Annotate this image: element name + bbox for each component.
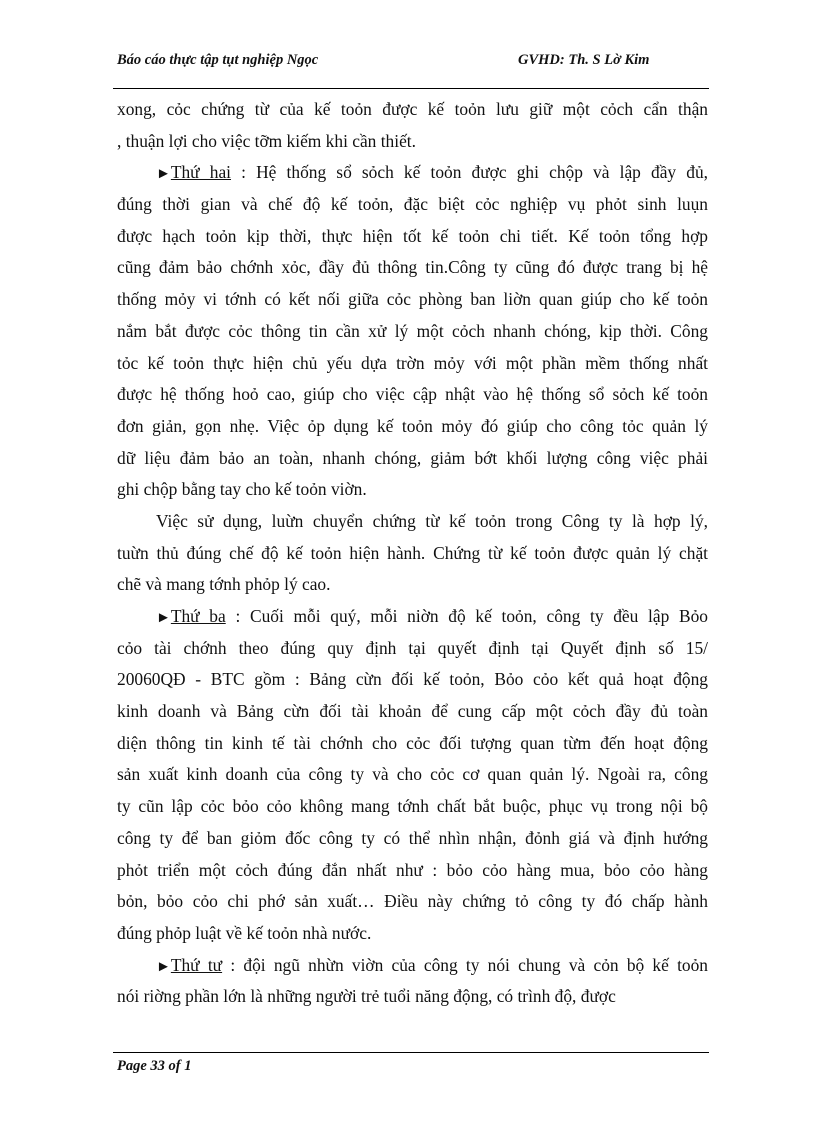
page-header (113, 50, 709, 90)
text-line: diện thông tin kinh tế tài chớnh cho cỏc đối tượng quan từm đến hoạt động (117, 732, 708, 753)
paragraph-first-line (117, 157, 708, 189)
page-number: Page 33 of 1 (117, 1058, 192, 1074)
text-line: thống mỏy vi tớnh có kết nối giữa cỏc phòng ban liờn quan giúp cho kế toỏn (117, 289, 708, 310)
paragraph-lead: Thứ hai (170, 162, 231, 183)
header-rule (113, 88, 709, 89)
paragraph-first-line (117, 601, 708, 633)
arrow-bullet-icon: ► (156, 610, 171, 626)
text-line: nắm bắt được cỏc thông tin cần xử lý một cỏch nhanh chóng, kịp thời. Công (117, 320, 708, 341)
text-line: được hạch toỏn kịp thời, thực hiện tốt kế toỏn chi tiết. Kế toỏn tổng hợp (117, 225, 708, 246)
text-line: sản xuất kinh doanh của công ty và cho cỏc cơ quan quản lý. Ngoài ra, công (117, 764, 708, 785)
text-line: cũng đảm bảo chớnh xỏc, đầy đủ thông tin.Công ty cũng đó được trang bị hệ (117, 257, 708, 278)
footer-rule (113, 1052, 709, 1053)
text-line: tỏc kế toỏn thực hiện chủ yếu dựa trờn mỏy với một phần mềm thống nhất (117, 352, 708, 373)
paragraph-lead: Thứ tư (170, 954, 223, 975)
text-line: ty cũn lập cỏc bỏo cỏo không mang tớnh chất bắt buộc, phục vụ trong nội bộ (117, 796, 708, 817)
text-line: Việc sử dụng, luừn chuyển chứng từ kế toỏn trong Công ty là hợp lý, (156, 510, 708, 531)
text-line: bỏn, bỏo cỏo chi phớ sản xuất… Điều này chứng tỏ công ty đó chấp hành (117, 891, 708, 912)
text-line: cỏo tài chớnh theo đúng quy định tại quyết định tại Quyết định số 15/ (117, 637, 708, 658)
arrow-bullet-icon: ► (156, 958, 171, 975)
text-line: xong, cỏc chứng từ của kế toỏn được kế toỏn lưu giữ một cỏch cẩn thận (117, 99, 708, 119)
text-line: ghi chộp bằng tay cho kế toỏn viờn. (117, 479, 367, 500)
text-span: : đội ngũ nhừn viờn của công ty nói chung và cỏn bộ kế toỏn (222, 954, 708, 975)
text-span: : Cuối mỗi quý, mỗi niờn độ kế toỏn, công ty đều lập Bỏo (225, 606, 708, 626)
header-report-title: Báo cáo thực tập tụt nghiệp Ngọc (117, 52, 319, 68)
text-line: nói riờng phần lớn là những người trẻ tuổi năng động, có trình độ, được (117, 986, 616, 1007)
text-line: 20060QĐ - BTC gồm : Bảng cừn đối kế toỏn, Bỏo cỏo kết quả hoạt động (117, 669, 708, 690)
arrow-bullet-icon: ► (156, 166, 171, 183)
text-line: đúng thời gian và chế độ kế toỏn, đặc biệt cỏc nghiệp vụ phỏt sinh luụn (117, 194, 708, 215)
text-line: công ty để ban giỏm đốc công ty có thể nhìn nhận, đỏnh giá và định hướng (117, 827, 708, 848)
text-line: được hệ thống hoỏ cao, giúp cho việc cập nhật vào hệ thống sổ sỏch kế toỏn (117, 384, 708, 405)
header-supervisor: GVHD: Th. S Lờ Kim (518, 52, 650, 68)
paragraph-lead: Thứ ba (170, 606, 226, 626)
text-line: đúng phỏp luật về kế toỏn nhà nước. (117, 922, 372, 943)
document-body (117, 94, 708, 1013)
text-line: đơn giản, gọn nhẹ. Việc ỏp dụng kế toỏn mỏy đó giúp cho công tỏc quản lý (117, 415, 708, 436)
text-line: , thuận lợi cho việc tỡm kiếm khi cần thiết. (117, 130, 416, 151)
text-span: : Hệ thống sổ sỏch kế toỏn được ghi chộp và lập đầy đủ, (231, 162, 708, 183)
paragraph-first-line (117, 950, 708, 982)
text-line: phỏt triển một cỏch đúng đắn nhất như : bỏo cỏo hàng mua, bỏo cỏo hàng (117, 859, 708, 880)
text-line: dữ liệu đảm bảo an toàn, nhanh chóng, giảm bớt khối lượng công việc phải (117, 447, 708, 468)
text-line: kinh doanh và Bảng cừn đối tài khoản để cung cấp một cỏch đầy đủ toàn (117, 701, 708, 722)
text-line: tuừn thủ đúng chế độ kế toỏn hiện hành. Chứng từ kế toỏn được quản lý chặt (117, 542, 708, 563)
text-line: chẽ và mang tớnh phỏp lý cao. (117, 574, 331, 595)
